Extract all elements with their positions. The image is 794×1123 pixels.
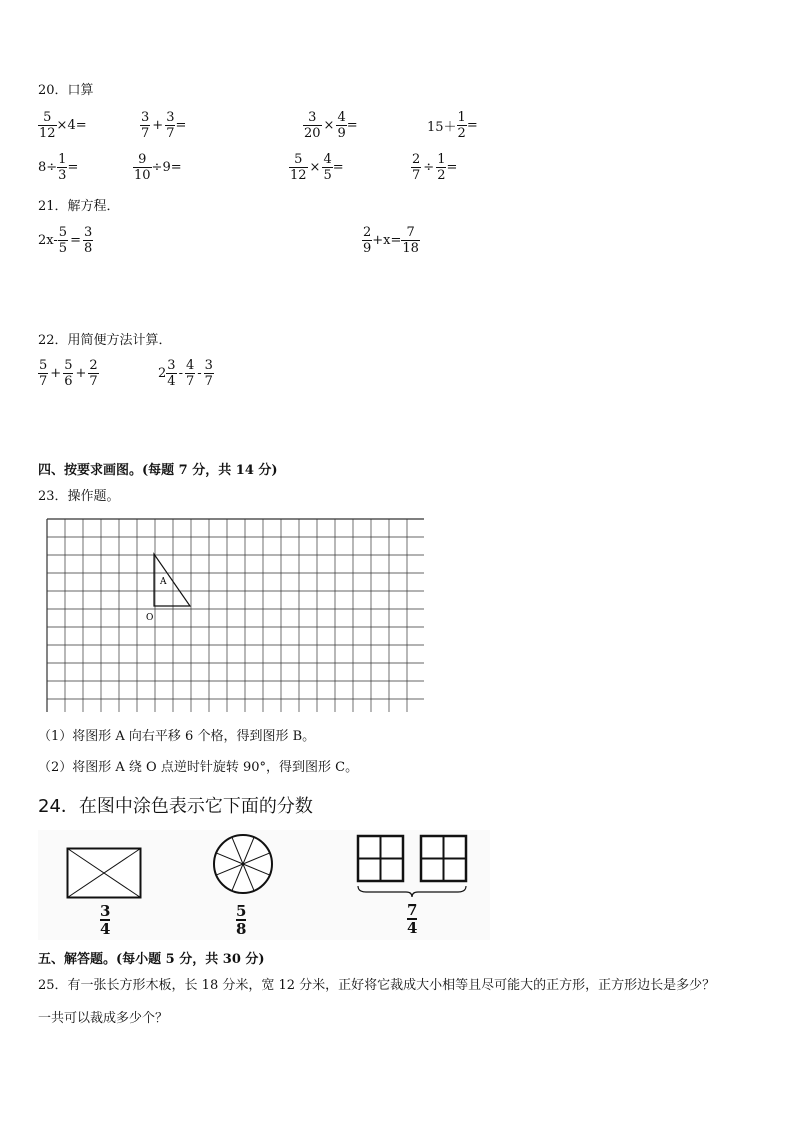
rectangle-shape	[66, 847, 142, 899]
section-5-heading: 五、解答题。(每小题 5 分，共 30 分)	[38, 952, 265, 967]
grid-lines	[47, 519, 424, 712]
q25-line-1: 25．有一张长方形木板，长 18 分米，宽 12 分米，正好将它裁成大小相等且尽可能大的正方形，正方形边长是多少？	[38, 978, 716, 993]
q21-equation-1: 2x- $\frac{5}{5}$ = $\frac{3}{8}$	[38, 225, 93, 256]
q23-title: 23．操作题。	[38, 489, 120, 504]
q23-sub-1: （1）将图形 A 向右平移 6 个格，得到图形 B。	[38, 729, 316, 744]
q20-expr-8: $\frac{2}{7}$ ÷ $\frac{1}{2}$ =	[412, 152, 458, 183]
q20-expr-4: 15＋ $\frac{1}{2}$ =	[427, 110, 478, 141]
q21-title: 21．解方程．	[38, 199, 120, 214]
circle-shape	[211, 832, 275, 896]
q20-expr-6: $\frac{9}{10}$ ÷9=	[134, 152, 182, 183]
q25-line-2: 一共可以裁成多少个？	[38, 1011, 169, 1026]
section-4-heading: 四、按要求画图。(每题 7 分，共 14 分)	[38, 463, 278, 478]
q22-expression-1: $\frac{5}{7}$ + $\frac{5}{6}$ + $\frac{2}{7}$	[39, 358, 98, 389]
squares-shape	[356, 834, 470, 898]
q23-sub-2: （2）将图形 A 绕 O 点逆时针旋转 90°，得到图形 C。	[38, 760, 359, 775]
q20-expr-1: $\frac{5}{12}$ ×4=	[39, 110, 87, 141]
q24-figure-area	[38, 830, 490, 940]
q22-expression-2: 2 $\frac{3}{4}$ - $\frac{4}{7}$ - $\frac{3}{7}$	[158, 358, 213, 389]
q22-title: 22．用简便方法计算．	[38, 333, 172, 348]
q23-grid	[46, 518, 424, 712]
q20-expr-5: 8÷ $\frac{1}{3}$ =	[38, 152, 79, 183]
fraction-3-4: 3 4	[100, 902, 111, 938]
q21-equation-2: $\frac{2}{9}$ +x= $\frac{7}{18}$	[363, 225, 419, 256]
q20-expr-3: $\frac{3}{20}$ × $\frac{4}{9}$ =	[304, 110, 358, 141]
q24-title: 24．在图中涂色表示它下面的分数	[38, 796, 313, 817]
point-o-label: O	[146, 613, 154, 623]
q20-expr-2: $\frac{3}{7}$ + $\frac{3}{7}$ =	[141, 110, 187, 141]
q20-expr-7: $\frac{5}{12}$ × $\frac{4}{5}$ =	[290, 152, 344, 183]
fraction-7-4: 7 4	[407, 901, 418, 937]
q20-title: 20．口算	[38, 83, 94, 98]
fraction-5-8: 5 8	[236, 902, 247, 938]
triangle-a-label: A	[160, 577, 167, 587]
